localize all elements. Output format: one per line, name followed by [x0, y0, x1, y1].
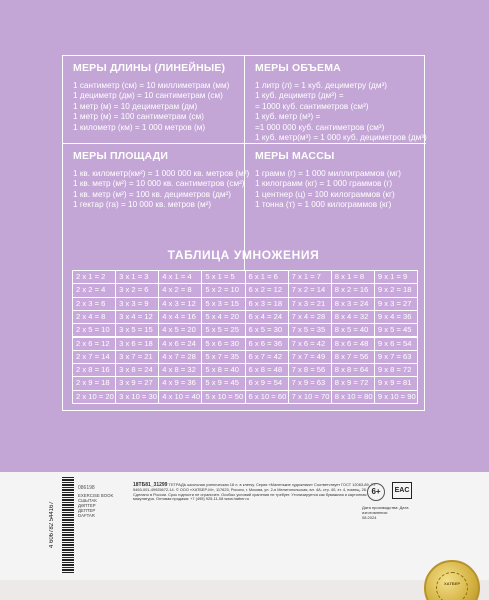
area-line: 1 гектар (га) = 10 000 кв. метров (м²): [73, 200, 212, 210]
volume-measures-title: МЕРЫ ОБЪЕМА: [255, 62, 341, 74]
mass-line: 1 килограмм (кг) = 1 000 граммов (г): [255, 179, 393, 189]
multiplication-cell: 5 x 4 = 20: [202, 311, 244, 323]
multiplication-cell: 9 x 3 = 27: [375, 298, 417, 310]
multiplication-cell: 5 x 6 = 30: [202, 338, 244, 350]
multiplication-cell: 7 x 3 = 21: [289, 298, 331, 310]
multiplication-cell: 7 x 5 = 35: [289, 324, 331, 336]
multiplication-cell: 4 x 4 = 16: [159, 311, 201, 323]
length-line: 1 километр (км) = 1 000 метров (м): [73, 122, 206, 132]
multiplication-cell: 9 x 2 = 18: [375, 284, 417, 296]
brand-name: ДЕПТЕР: [78, 508, 96, 513]
multiplication-cell: 3 x 6 = 18: [116, 338, 158, 350]
multiplication-cell: 5 x 3 = 15: [202, 298, 244, 310]
brand-name: ДӘПТЕР: [78, 503, 96, 508]
mass-line: 1 тонна (т) = 1 000 килограммов (кг): [255, 200, 392, 210]
multiplication-cell: 5 x 2 = 10: [202, 284, 244, 296]
multiplication-cell: 9 x 8 = 72: [375, 364, 417, 376]
brand-names: [78, 484, 130, 518]
multiplication-table: [72, 270, 418, 404]
multiplication-cell: 2 x 3 = 6: [73, 298, 115, 310]
multiplication-cell: 3 x 3 = 9: [116, 298, 158, 310]
multiplication-cell: 7 x 8 = 56: [289, 364, 331, 376]
multiplication-cell: 7 x 1 = 7: [289, 271, 331, 283]
multiplication-cell: 8 x 9 = 72: [332, 377, 374, 389]
multiplication-cell: 2 x 8 = 16: [73, 364, 115, 376]
length-line: 1 сантиметр (см) = 10 миллиметрам (мм): [73, 81, 230, 90]
multiplication-cell: 4 x 1 = 4: [159, 271, 201, 283]
length-measures-box: [63, 56, 245, 144]
multiplication-cell: 2 x 2 = 4: [73, 284, 115, 296]
eac-mark: EAC: [392, 482, 412, 499]
multiplication-cell: 6 x 4 = 24: [246, 311, 288, 323]
multiplication-cell: 2 x 9 = 18: [73, 377, 115, 389]
area-line: 1 кв. метр (м²) = 100 кв. дециметров (дм²): [73, 189, 231, 199]
multiplication-cell: 6 x 2 = 12: [246, 284, 288, 296]
multiplication-cell: 7 x 4 = 28: [289, 311, 331, 323]
multiplication-cell: 5 x 1 = 5: [202, 271, 244, 283]
multiplication-cell: 6 x 1 = 6: [246, 271, 288, 283]
multiplication-table-title: ТАБЛИЦА УМНОЖЕНИЯ: [167, 248, 320, 262]
multiplication-cell: 4 x 10 = 40: [159, 391, 201, 403]
volume-line: =1 000 000 куб. сантиметров (см³): [255, 122, 385, 132]
multiplication-cell: 8 x 4 = 32: [332, 311, 374, 323]
multiplication-cell: 9 x 6 = 54: [375, 338, 417, 350]
product-info-text: ТЕТРАДЬ школьная ученическая 18 л. в клетку. Серия «Маленькие художники» Соответствует ГОСТ 12063-89. ТУ 5463-001-49925672-14. © ООО «ХАТБЕР-М», 117623, Россия, г. Москва, ул. 2-я Мелитопольская, вл. 4А, стр. 40, эт. 4, помещ. 26. Сделано в России. Срок годности не ограничен. Особых условий хранения не требует. Утилизируется как бумажная и картонная макулатура. Оптовая продажа: +7 (495) 925-11-08 www.hatber.ru: [133, 482, 376, 502]
multiplication-cell: 8 x 3 = 24: [332, 298, 374, 310]
mass-line: 1 грамм (г) = 1 000 миллиграммов (мг): [255, 169, 401, 178]
multiplication-cell: 3 x 9 = 27: [116, 377, 158, 389]
multiplication-cell: 9 x 4 = 36: [375, 311, 417, 323]
multiplication-cell: 6 x 3 = 18: [246, 298, 288, 310]
seal-text: ХАТБЕР: [443, 581, 460, 586]
article-number: 18ТБ81_31299: [133, 482, 168, 488]
multiplication-cell: 5 x 5 = 25: [202, 324, 244, 336]
multiplication-cell: 6 x 10 = 60: [246, 391, 288, 403]
seal-ring: [436, 572, 468, 600]
side-code: 086198: [78, 485, 95, 491]
area-line: 1 кв. метр (м²) = 10 000 кв. сантиметров (см²): [73, 179, 245, 189]
multiplication-cell: 2 x 5 = 10: [73, 324, 115, 336]
mass-line: 1 центнер (ц) = 100 килограммов (кг): [255, 189, 395, 199]
multiplication-cell: 7 x 10 = 70: [289, 391, 331, 403]
area-measures-title: МЕРЫ ПЛОЩАДИ: [73, 150, 169, 162]
multiplication-cell: 3 x 5 = 15: [116, 324, 158, 336]
multiplication-cell: 7 x 9 = 63: [289, 377, 331, 389]
production-date-value: 08.2024: [362, 515, 377, 520]
multiplication-cell: 8 x 2 = 16: [332, 284, 374, 296]
production-date: [362, 505, 422, 520]
multiplication-cell: 3 x 1 = 3: [116, 271, 158, 283]
multiplication-cell: 2 x 6 = 12: [73, 338, 115, 350]
volume-line: 1 куб. дециметр (дм³) =: [255, 91, 344, 101]
multiplication-cell: 3 x 10 = 30: [116, 391, 158, 403]
volume-line: 1 литр (л) = 1 куб. дециметру (дм³): [255, 81, 387, 90]
multiplication-cell: 9 x 1 = 9: [375, 271, 417, 283]
brand-name: EXERCISE BOOK: [78, 493, 114, 498]
multiplication-cell: 4 x 2 = 8: [159, 284, 201, 296]
volume-measures-box: [245, 56, 426, 144]
multiplication-cell: 9 x 7 = 63: [375, 351, 417, 363]
multiplication-cell: 9 x 5 = 45: [375, 324, 417, 336]
multiplication-cell: 2 x 1 = 2: [73, 271, 115, 283]
length-line: 1 метр (м) = 10 дециметрам (дм): [73, 101, 198, 111]
multiplication-cell: 4 x 9 = 36: [159, 377, 201, 389]
length-line: 1 метр (м) = 100 сантиметрам (см): [73, 112, 205, 122]
barcode-number: 4 606782 544167: [49, 501, 55, 549]
multiplication-cell: 9 x 10 = 90: [375, 391, 417, 403]
multiplication-cell: 6 x 7 = 42: [246, 351, 288, 363]
multiplication-cell: 4 x 6 = 24: [159, 338, 201, 350]
multiplication-cell: 4 x 8 = 32: [159, 364, 201, 376]
multiplication-cell: 4 x 3 = 12: [159, 298, 201, 310]
multiplication-cell: 5 x 10 = 50: [202, 391, 244, 403]
multiplication-cell: 2 x 7 = 14: [73, 351, 115, 363]
multiplication-cell: 6 x 8 = 48: [246, 364, 288, 376]
multiplication-cell: 4 x 5 = 20: [159, 324, 201, 336]
multiplication-cell: 4 x 7 = 28: [159, 351, 201, 363]
multiplication-cell: 7 x 2 = 14: [289, 284, 331, 296]
multiplication-cell: 2 x 4 = 8: [73, 311, 115, 323]
multiplication-cell: 3 x 2 = 6: [116, 284, 158, 296]
age-rating-badge: 6+: [367, 483, 385, 501]
mass-measures-title: МЕРЫ МАССЫ: [255, 150, 335, 162]
area-line: 1 кв. километр(км²) = 1 000 000 кв. метров (м²): [73, 169, 250, 178]
multiplication-cell: 5 x 7 = 35: [202, 351, 244, 363]
barcode: [62, 477, 74, 573]
bottom-strip: [0, 580, 489, 600]
multiplication-cell: 9 x 9 = 81: [375, 377, 417, 389]
multiplication-cell: 2 x 10 = 20: [73, 391, 115, 403]
multiplication-cell: 3 x 7 = 21: [116, 351, 158, 363]
multiplication-cell: 8 x 8 = 64: [332, 364, 374, 376]
production-date-label: Дата производства: Дата изготовления:: [362, 505, 409, 515]
length-measures-title: МЕРЫ ДЛИНЫ (ЛИНЕЙНЫЕ): [73, 62, 226, 74]
multiplication-cell: 3 x 4 = 12: [116, 311, 158, 323]
multiplication-cell: 8 x 10 = 80: [332, 391, 374, 403]
volume-line: 1 куб. метр (м³) =: [255, 112, 321, 122]
volume-line: = 1000 куб. сантиметров (см³): [255, 101, 369, 111]
product-info: [133, 483, 381, 502]
multiplication-cell: 8 x 1 = 8: [332, 271, 374, 283]
multiplication-cell: 3 x 8 = 24: [116, 364, 158, 376]
multiplication-cell: 7 x 6 = 42: [289, 338, 331, 350]
volume-line: 1 куб. метр(м³) = 1 000 куб. дециметров (дм³): [255, 133, 427, 143]
multiplication-cell: 6 x 6 = 36: [246, 338, 288, 350]
multiplication-cell: 8 x 6 = 48: [332, 338, 374, 350]
multiplication-cell: 6 x 9 = 54: [246, 377, 288, 389]
multiplication-cell: 7 x 7 = 49: [289, 351, 331, 363]
multiplication-cell: 8 x 7 = 56: [332, 351, 374, 363]
brand-name: СШЫТАК: [78, 498, 97, 503]
length-line: 1 дециметр (дм) = 10 сантиметрам (см): [73, 91, 223, 101]
multiplication-cell: 8 x 5 = 40: [332, 324, 374, 336]
brand-name: DAFTAR: [78, 513, 95, 518]
multiplication-cell: 5 x 8 = 40: [202, 364, 244, 376]
multiplication-cell: 5 x 9 = 45: [202, 377, 244, 389]
multiplication-cell: 6 x 5 = 30: [246, 324, 288, 336]
